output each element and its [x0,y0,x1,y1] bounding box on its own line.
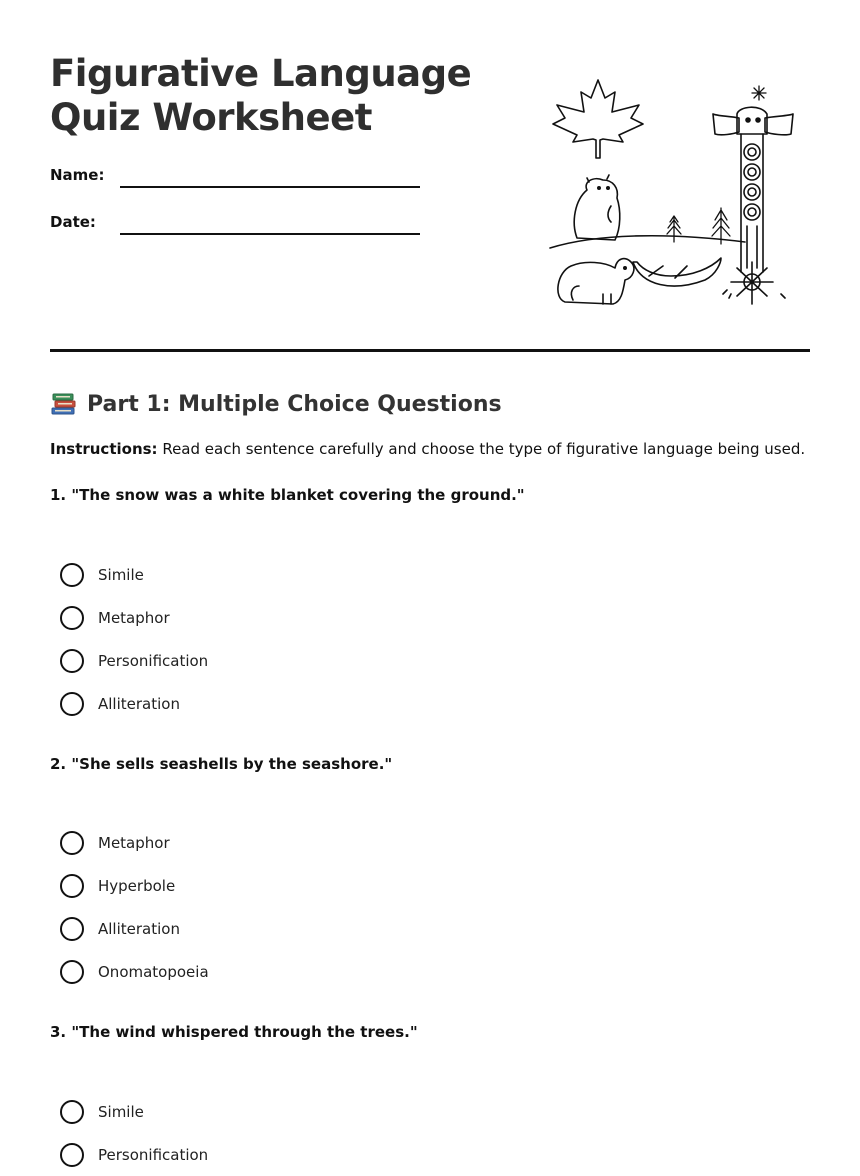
date-answer-line[interactable] [120,233,420,235]
title-line-1: Figurative Language [50,52,472,95]
question-1: 1. "The snow was a white blanket covering the ground." [50,486,525,504]
option-personification[interactable] [60,639,208,682]
beaver-icon [558,258,721,304]
option-alliteration[interactable] [60,907,209,950]
groundhog-icon [574,175,620,240]
question-1-options [60,553,208,725]
radio-button[interactable] [60,1100,84,1124]
radio-button[interactable] [60,960,84,984]
radio-button[interactable] [60,563,84,587]
radio-button[interactable] [60,649,84,673]
question-2-options [60,821,209,993]
question-2: 2. "She sells seashells by the seashore." [50,755,393,773]
snowflake-icon [752,86,766,100]
date-field[interactable] [50,209,420,237]
option-simile[interactable] [60,1090,208,1133]
option-label: Onomatopoeia [98,962,209,981]
option-onomatopoeia[interactable] [60,950,209,993]
option-simile[interactable] [60,553,208,596]
option-label: Alliteration [98,919,180,938]
worksheet-page [50,0,810,1164]
instructions [50,440,805,458]
part1-title: Part 1: Multiple Choice Questions [87,391,502,417]
option-label: Simile [98,565,144,584]
name-field[interactable] [50,162,420,190]
radio-button[interactable] [60,831,84,855]
pine-tree-icon [667,208,730,244]
name-label: Name: [50,166,105,184]
option-label: Metaphor [98,833,170,852]
option-label: Personification [98,651,209,670]
maple-leaf-icon [553,80,643,158]
canadian-illustration [545,72,795,314]
question-3-options [60,1090,208,1176]
books-icon [50,390,78,418]
section-divider [50,349,810,352]
radio-button[interactable] [60,917,84,941]
title-line-2: Quiz Worksheet [50,96,372,139]
option-hyperbole[interactable] [60,864,209,907]
option-label: Hyperbole [98,876,176,895]
option-metaphor[interactable] [60,821,209,864]
totem-pole-icon [713,107,793,304]
radio-button[interactable] [60,874,84,898]
page-title [50,52,471,140]
option-label: Personification [98,1145,209,1164]
option-label: Metaphor [98,608,170,627]
radio-button[interactable] [60,1143,84,1167]
option-alliteration[interactable] [60,682,208,725]
option-label: Alliteration [98,694,180,713]
date-label: Date: [50,213,96,231]
radio-button[interactable] [60,606,84,630]
instructions-label: Instructions: [50,440,158,458]
instructions-text: Read each sentence carefully and choose the type of figurative language being used. [157,440,806,458]
option-label: Simile [98,1102,144,1121]
option-personification[interactable] [60,1133,208,1176]
radio-button[interactable] [60,692,84,716]
question-3: 3. "The wind whispered through the trees." [50,1023,418,1041]
option-metaphor[interactable] [60,596,208,639]
part1-heading [50,388,502,420]
name-answer-line[interactable] [120,186,420,188]
